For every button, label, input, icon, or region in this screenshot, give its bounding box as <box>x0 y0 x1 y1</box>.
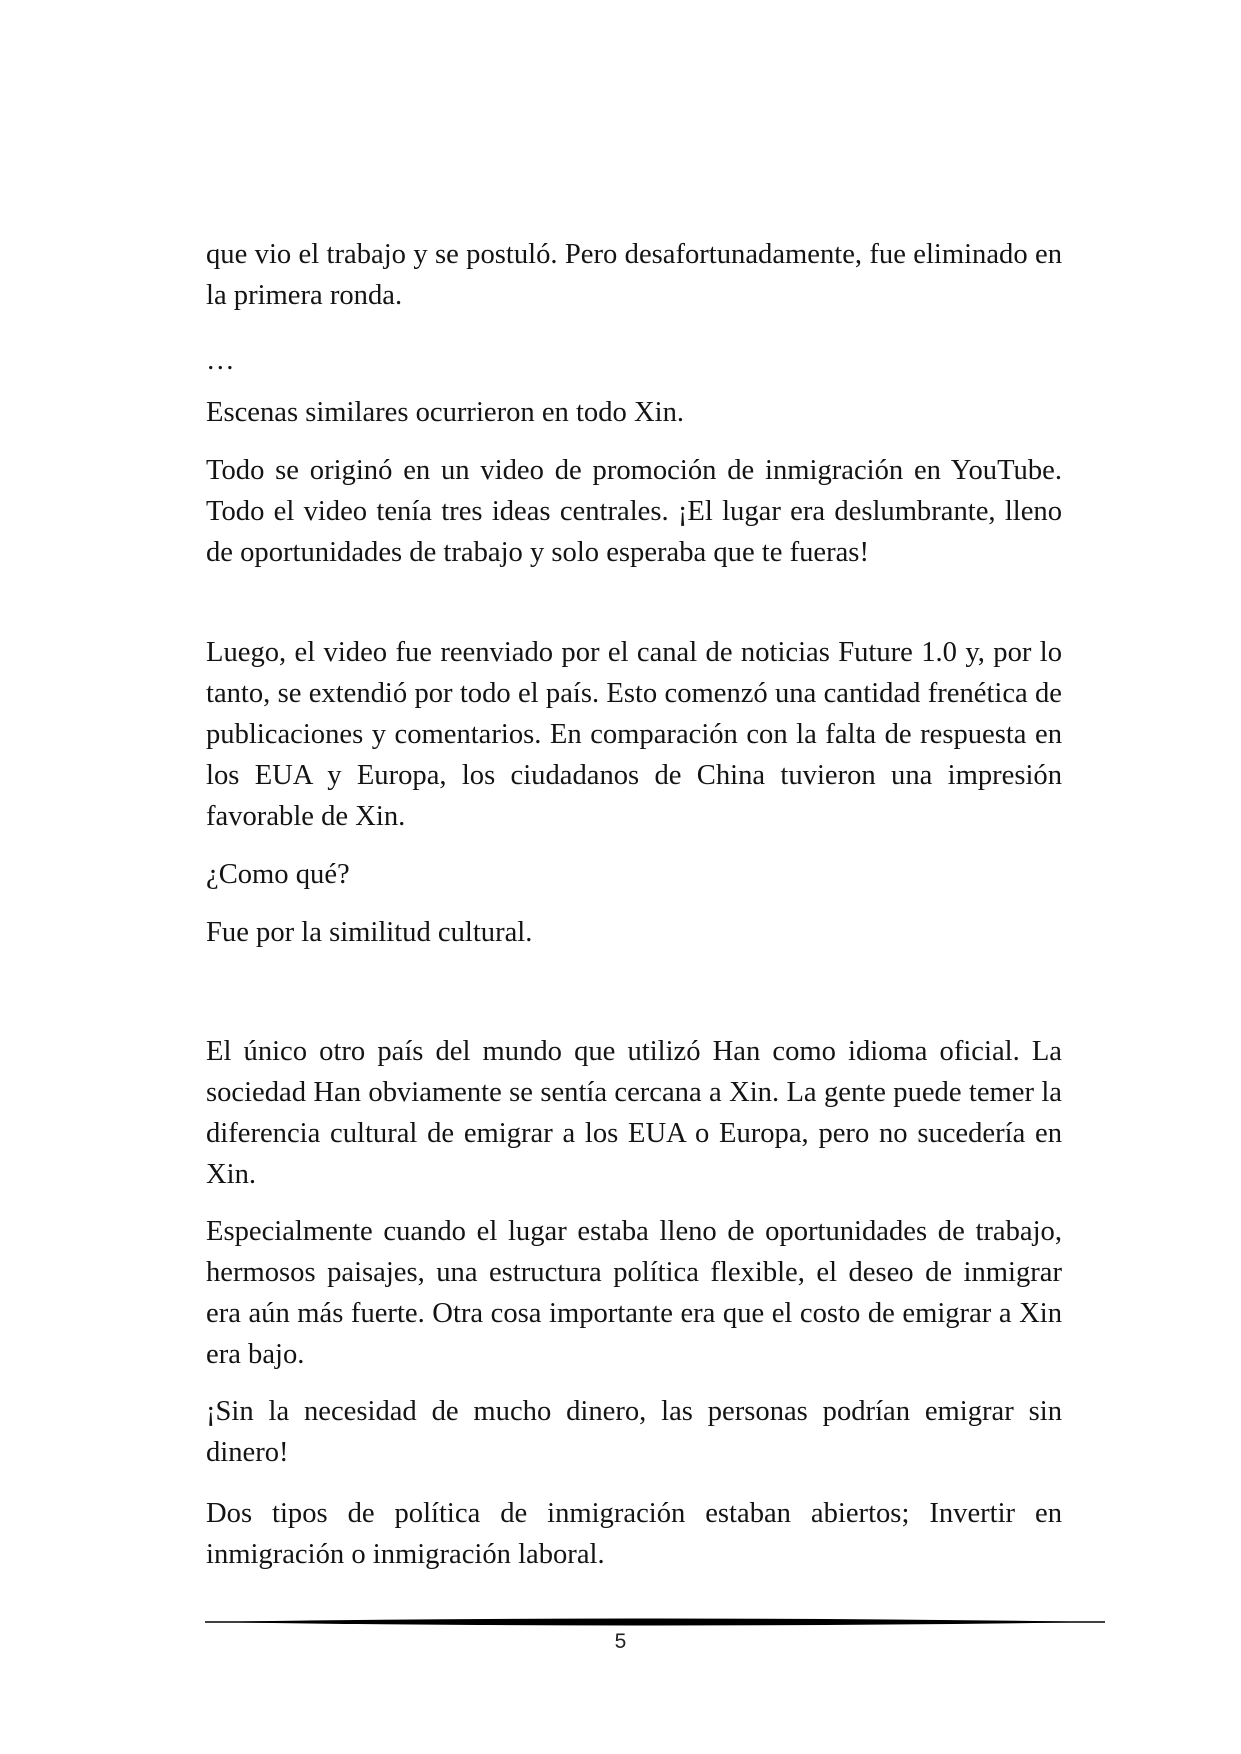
page-number: 5 <box>614 1630 627 1653</box>
paragraph-7: Fue por la similitud cultural. <box>206 917 533 948</box>
paragraph-10: ¡Sin la necesidad de mucho dinero, las personas podrían emigrar sin dinero! <box>206 1396 1062 1468</box>
paragraph-9: Especialmente cuando el lugar estaba lleno de oportunidades de trabajo, hermosos paisajes, una estructura política flexible, el deseo de inmigrar era aún más fuerte. Otra cosa importante era que el costo de emigrar a Xin era bajo. <box>206 1216 1062 1370</box>
ellipsis-paragraph: … <box>206 345 235 376</box>
paragraph-6: ¿Como qué? <box>206 859 350 890</box>
paragraph-1: que vio el trabajo y se postuló. Pero desafortunadamente, fue eliminado en la primera ronda. <box>206 239 1062 311</box>
paragraph-4: Todo se originó en un video de promoción de inmigración en YouTube. Todo el video tenía tres ideas centrales. ¡El lugar era deslumbrante, lleno de oportunidades de trabajo y solo esperaba que te fueras! <box>206 455 1062 568</box>
paragraph-3: Escenas similares ocurrieron en todo Xin. <box>206 397 685 428</box>
paragraph-8: El único otro país del mundo que utilizó Han como idioma oficial. La sociedad Han obviamente se sentía cercana a Xin. La gente puede temer la diferencia cultural de emigrar a los EUA o Europa, pero no sucedería en Xin. <box>206 1036 1062 1190</box>
paragraph-5: Luego, el video fue reenviado por el canal de noticias Future 1.0 y, por lo tanto, se extendió por todo el país. Esto comenzó una cantidad frenética de publicaciones y comentarios. En comparación con la falta de respuesta en los EUA y Europa, los ciudadanos de China tuvieron una impresión favorable de Xin. <box>206 637 1062 832</box>
paragraph-11: Dos tipos de política de inmigración estaban abiertos; Invertir en inmigración o inmigración laboral. <box>206 1498 1062 1570</box>
footer-rule <box>205 1616 1105 1628</box>
